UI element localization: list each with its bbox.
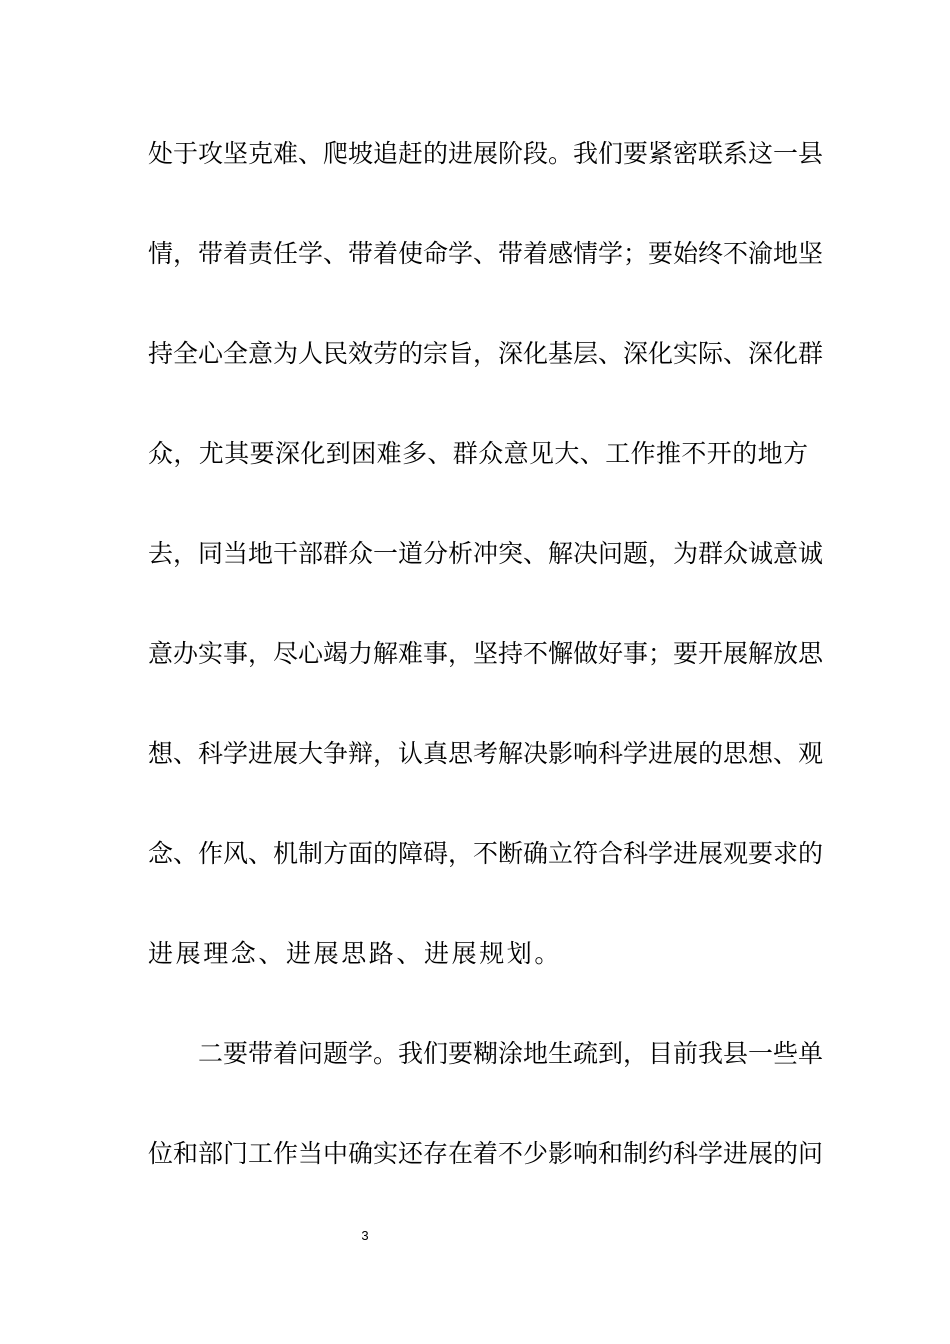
paragraph-line: 处于攻坚克难、爬坡追赶的进展阶段。我们要紧密联系这一县	[148, 139, 824, 168]
paragraph-line: 念、作风、机制方面的障碍，不断确立符合科学进展观要求的	[148, 839, 824, 868]
paragraph-line: 想、科学进展大争辩，认真思考解决影响科学进展的思想、观	[148, 739, 824, 768]
paragraph-line: 位和部门工作当中确实还存在着不少影响和制约科学进展的问	[148, 1139, 824, 1168]
paragraph-line: 去，同当地干部群众一道分析冲突、解决问题，为群众诚意诚	[148, 539, 824, 568]
paragraph-line: 情，带着责任学、带着使命学、带着感情学；要始终不渝地坚	[148, 239, 824, 268]
page-number: 3	[361, 1228, 369, 1243]
paragraph-line: 众，尤其要深化到困难多、群众意见大、工作推不开的地方	[148, 439, 808, 468]
paragraph-line: 意办实事，尽心竭力解难事，坚持不懈做好事；要开展解放思	[148, 639, 824, 668]
paragraph-line: 持全心全意为人民效劳的宗旨，深化基层、深化实际、深化群	[148, 339, 824, 368]
paragraph-first-line: 二要带着问题学。我们要糊涂地生疏到，目前我县一些单	[198, 1039, 824, 1068]
paragraph-line: 进展理念、进展思路、进展规划。	[148, 939, 563, 968]
